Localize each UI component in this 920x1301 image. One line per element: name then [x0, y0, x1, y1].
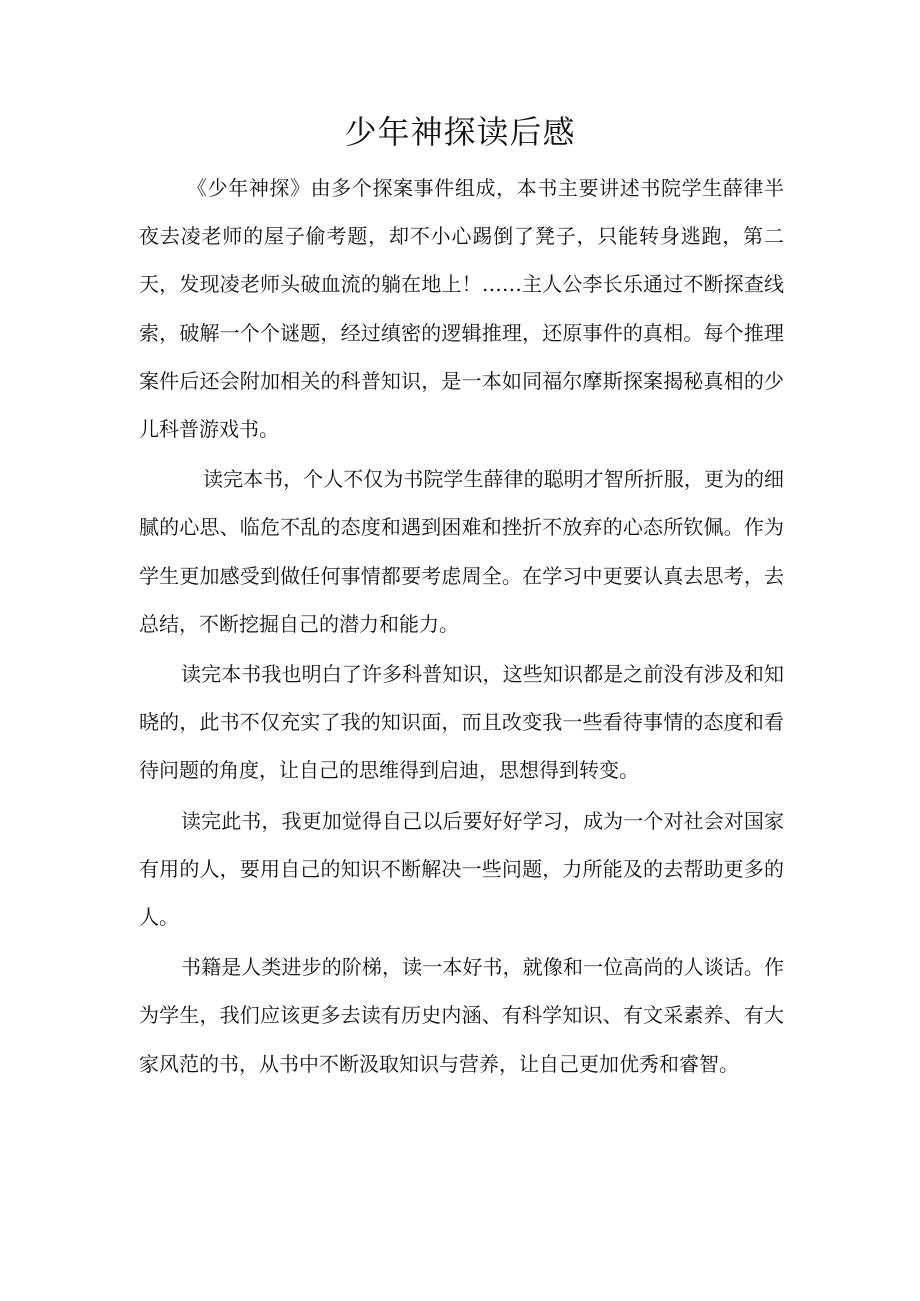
paragraph-4: 读完此书，我更加觉得自己以后要好好学习，成为一个对社会对国家有用的人，要用自己的知识不断解决一些问题，力所能及的去帮助更多的人。 [139, 808, 784, 930]
paragraph-5: 书籍是人类进步的阶梯，读一本好书，就像和一位高尚的人谈话。作为学生，我们应该更多去读有历史内涵、有科学知识、有文采素养、有大家风范的书，从书中不断汲取知识与营养，让自己更加优秀和睿智。 [139, 955, 784, 1076]
paragraph-1: 《少年神探》由多个探案事件组成，本书主要讲述书院学生薛律半夜去凌老师的屋子偷考题，却不小心踢倒了凳子，只能转身逃跑，第二天，发现凌老师头破血流的躺在地上！……主人公李长乐通过不断探查线索，破解一个个谜题，经过缜密的逻辑推理，还原事件的真相。每个推理案件后还会附加相关的科普知识，是一本如同福尔摩斯探案揭秘真相的少儿科普游戏书。 [139, 176, 784, 442]
document-title: 少年神探读后感 [344, 113, 576, 151]
paragraph-2: 读完本书，个人不仅为书院学生薛律的聪明才智所折服，更为的细腻的心思、临危不乱的态度和遇到困难和挫折不放弃的心态所钦佩。作为学生更加感受到做任何事情都要考虑周全。在学习中更要认真去思考，去总结，不断挖掘自己的潜力和能力。 [139, 467, 784, 636]
document-body [139, 164, 784, 1090]
paragraph-3: 读完本书我也明白了许多科普知识，这些知识都是之前没有涉及和知晓的，此书不仅充实了我的知识面，而且改变我一些看待事情的态度和看待问题的角度，让自己的思维得到启迪，思想得到转变。 [139, 662, 784, 783]
